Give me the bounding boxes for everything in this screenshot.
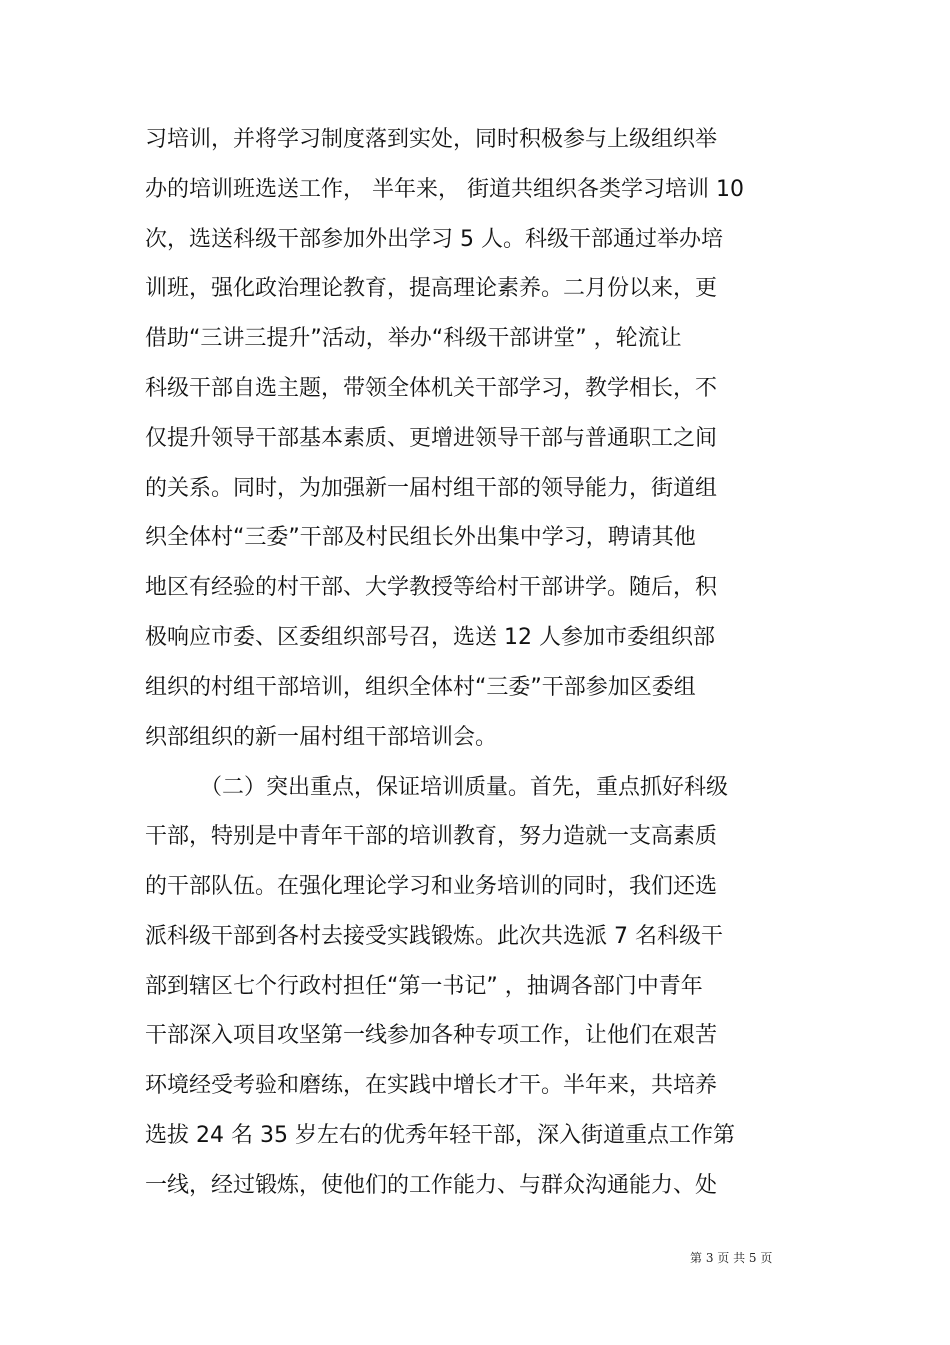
paragraph-line: 仅提升领导干部基本素质、更增进领导干部与普通职工之间 <box>145 426 718 451</box>
paragraph-line: 选拔 24 名 35 岁左右的优秀年轻干部，深入街道重点工作第 <box>145 1123 735 1148</box>
paragraph-line: 环境经受考验和磨练，在实践中增长才干。半年来，共培养 <box>145 1073 718 1098</box>
paragraph-line: 织全体村“三委”干部及村民组长外出集中学习，聘请其他 <box>145 525 696 550</box>
page-number-footer: 第 3 页 共 5 页 <box>690 1251 773 1265</box>
paragraph-line: 的干部队伍。在强化理论学习和业务培训的同时，我们还选 <box>145 874 718 899</box>
paragraph-line: 地区有经验的村干部、大学教授等给村干部讲学。随后，积 <box>145 575 718 600</box>
paragraph-line: 训班，强化政治理论教育，提高理论素养。二月份以来，更 <box>145 276 718 301</box>
paragraph-line: 的关系。同时，为加强新一届村组干部的领导能力，街道组 <box>145 476 718 501</box>
paragraph-line: 派科级干部到各村去接受实践锻炼。此次共选派 7 名科级干 <box>145 924 723 949</box>
paragraph-line: 办的培训班选送工作， 半年来， 街道共组织各类学习培训 10 <box>145 177 744 202</box>
paragraph-line: 次，选送科级干部参加外出学习 5 人。科级干部通过举办培 <box>145 227 723 252</box>
paragraph-line: 借助“三讲三提升”活动，举办“科级干部讲堂” ，轮流让 <box>145 326 682 351</box>
paragraph-line: 部到辖区七个行政村担任“第一书记” ，抽调各部门中青年 <box>145 974 703 999</box>
paragraph-line: 组织的村组干部培训，组织全体村“三委”干部参加区委组 <box>145 675 696 700</box>
paragraph-line: 一线，经过锻炼，使他们的工作能力、与群众沟通能力、处 <box>145 1173 718 1198</box>
paragraph-line: 干部深入项目攻坚第一线参加各种专项工作，让他们在艰苦 <box>145 1023 718 1048</box>
paragraph-line: 干部，特别是中青年干部的培训教育，努力造就一支高素质 <box>145 824 718 849</box>
paragraph-line: 极响应市委、区委组织部号召，选送 12 人参加市委组织部 <box>145 625 715 650</box>
paragraph-line: （二）突出重点，保证培训质量。首先，重点抓好科级 <box>200 775 729 800</box>
paragraph-line: 织部组织的新一届村组干部培训会。 <box>145 725 498 750</box>
paragraph-line: 科级干部自选主题，带领全体机关干部学习，教学相长，不 <box>145 376 718 401</box>
paragraph-line: 习培训，并将学习制度落到实处，同时积极参与上级组织举 <box>145 127 718 152</box>
